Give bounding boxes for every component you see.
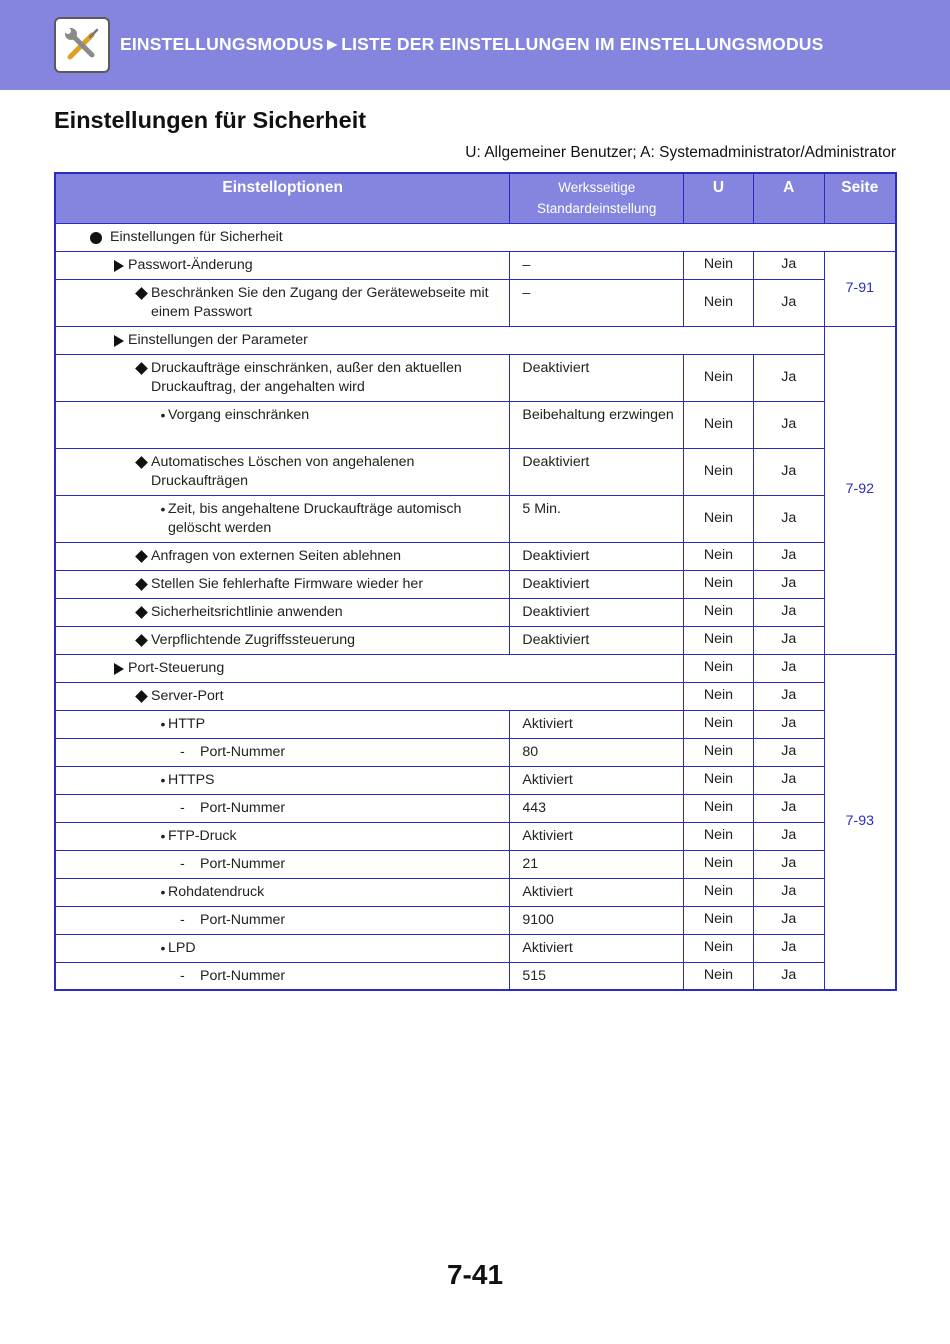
- u-value: Nein: [684, 738, 754, 766]
- option-label: Automatisches Löschen von angehalenen Druckaufträgen: [151, 453, 415, 489]
- a-value: Ja: [753, 766, 824, 794]
- u-value: Nein: [684, 542, 754, 570]
- diamond-bullet-icon: [135, 634, 148, 647]
- option-label: Einstellungen der Parameter: [128, 331, 308, 348]
- option-label: Stellen Sie fehlerhafte Firmware wieder her: [151, 575, 424, 592]
- table-row: [55, 738, 896, 766]
- u-value: Nein: [684, 850, 754, 878]
- option-label: Port-Nummer: [200, 911, 286, 928]
- u-value: Nein: [684, 794, 754, 822]
- table-row: [55, 354, 896, 401]
- option-label: Beschränken Sie den Zugang der Gerätewebseite mit einem Passwort: [151, 284, 489, 320]
- table-row: [55, 326, 896, 354]
- diamond-bullet-icon: [135, 606, 148, 619]
- table-row: [55, 542, 896, 570]
- table-row: [55, 626, 896, 654]
- u-value: Nein: [684, 251, 754, 279]
- a-value: Ja: [753, 570, 824, 598]
- u-value: Nein: [684, 626, 754, 654]
- u-value: Nein: [684, 710, 754, 738]
- a-value: Ja: [753, 354, 824, 401]
- table-row: [55, 850, 896, 878]
- table-row: [55, 878, 896, 906]
- option-label: Port-Nummer: [200, 967, 286, 984]
- option-label: Vorgang einschränken: [168, 406, 310, 423]
- col-u: U: [684, 173, 754, 223]
- u-value: Nein: [684, 962, 754, 990]
- table-row: [55, 570, 896, 598]
- table-row: [55, 962, 896, 990]
- u-value: Nein: [684, 495, 754, 542]
- circle-bullet-icon: [90, 232, 102, 244]
- diamond-bullet-icon: [135, 456, 148, 469]
- option-label: Passwort-Änderung: [128, 256, 253, 273]
- u-value: Nein: [684, 570, 754, 598]
- option-label: Einstellungen für Sicherheit: [110, 228, 283, 245]
- option-label: Druckaufträge einschränken, außer den aktuellen Druckauftrag, der angehalten wird: [151, 359, 462, 395]
- default-value: 21: [510, 850, 684, 878]
- dash-marker: -: [180, 911, 185, 928]
- option-label: Port-Nummer: [200, 855, 286, 872]
- col-options: Einstelloptionen: [55, 173, 510, 223]
- a-value: Ja: [753, 448, 824, 495]
- default-value: Deaktiviert: [510, 542, 684, 570]
- option-label: Port-Nummer: [200, 799, 286, 816]
- default-value: Aktiviert: [510, 934, 684, 962]
- dash-marker: -: [180, 799, 185, 816]
- col-default: Werksseitige Standardeinstellung: [510, 173, 684, 223]
- option-label: LPD: [168, 939, 196, 956]
- a-value: Ja: [753, 934, 824, 962]
- triangle-bullet-icon: [114, 663, 124, 675]
- a-value: Ja: [753, 495, 824, 542]
- col-page: Seite: [824, 173, 896, 223]
- u-value: Nein: [684, 279, 754, 326]
- u-value: Nein: [684, 822, 754, 850]
- a-value: Ja: [753, 279, 824, 326]
- table-row: [55, 822, 896, 850]
- bullet-marker: •: [160, 406, 166, 423]
- diamond-bullet-icon: [135, 550, 148, 563]
- bullet-marker: •: [160, 939, 166, 956]
- page-ref-link[interactable]: 7-92: [824, 326, 896, 654]
- u-value: Nein: [684, 354, 754, 401]
- default-value: –: [510, 279, 684, 326]
- table-row: [55, 710, 896, 738]
- option-label: Port-Steuerung: [128, 659, 225, 676]
- u-value: Nein: [684, 401, 754, 448]
- u-value: Nein: [684, 878, 754, 906]
- default-value: Deaktiviert: [510, 626, 684, 654]
- default-value: Deaktiviert: [510, 354, 684, 401]
- triangle-bullet-icon: [114, 335, 124, 347]
- table-row: [55, 794, 896, 822]
- default-value: 515: [510, 962, 684, 990]
- settings-table: [54, 172, 897, 991]
- header-title: EINSTELLUNGSMODUS►LISTE DER EINSTELLUNGEN IM EINSTELLUNGSMODUS: [120, 34, 824, 54]
- table-row: [55, 251, 896, 279]
- a-value: Ja: [753, 626, 824, 654]
- section-title: Einstellungen für Sicherheit: [54, 107, 367, 133]
- diamond-bullet-icon: [135, 287, 148, 300]
- option-label: Port-Nummer: [200, 743, 286, 760]
- a-value: Ja: [753, 401, 824, 448]
- default-value: Deaktiviert: [510, 598, 684, 626]
- table-row: [55, 682, 896, 710]
- a-value: Ja: [753, 682, 824, 710]
- dash-marker: -: [180, 967, 185, 984]
- option-label: Rohdatendruck: [168, 883, 265, 900]
- triangle-bullet-icon: [114, 260, 124, 272]
- option-label: FTP-Druck: [168, 827, 237, 844]
- a-value: Ja: [753, 251, 824, 279]
- tools-icon: [54, 17, 110, 73]
- option-label: Zeit, bis angehaltene Druckaufträge automisch gelöscht werden: [168, 500, 462, 536]
- option-label: HTTP: [168, 715, 206, 732]
- default-value: Deaktiviert: [510, 448, 684, 495]
- col-a: A: [753, 173, 824, 223]
- default-value: –: [510, 251, 684, 279]
- u-value: Nein: [684, 682, 754, 710]
- table-row: [55, 654, 896, 682]
- u-value: Nein: [684, 448, 754, 495]
- default-value: 5 Min.: [510, 495, 684, 542]
- bullet-marker: •: [160, 500, 166, 517]
- page-ref-link[interactable]: 7-91: [824, 251, 896, 326]
- option-label: Sicherheitsrichtlinie anwenden: [151, 603, 343, 620]
- table-row: [55, 223, 896, 251]
- dash-marker: -: [180, 743, 185, 760]
- a-value: Ja: [753, 598, 824, 626]
- a-value: Ja: [753, 542, 824, 570]
- page-ref-link[interactable]: 7-93: [824, 654, 896, 990]
- u-value: Nein: [684, 906, 754, 934]
- table-row: [55, 766, 896, 794]
- bullet-marker: •: [160, 715, 166, 732]
- a-value: Ja: [753, 738, 824, 766]
- option-label: HTTPS: [168, 771, 215, 788]
- a-value: Ja: [753, 710, 824, 738]
- default-value: Aktiviert: [510, 766, 684, 794]
- default-value: Aktiviert: [510, 822, 684, 850]
- default-value: Beibehaltung erzwingen: [510, 401, 684, 448]
- a-value: Ja: [753, 794, 824, 822]
- a-value: Ja: [753, 654, 824, 682]
- u-value: Nein: [684, 654, 754, 682]
- table-row: [55, 934, 896, 962]
- bullet-marker: •: [160, 883, 166, 900]
- bullet-marker: •: [160, 827, 166, 844]
- default-value: 80: [510, 738, 684, 766]
- header-banner: [0, 0, 950, 90]
- default-value: 9100: [510, 906, 684, 934]
- table-row: [55, 598, 896, 626]
- u-value: Nein: [684, 766, 754, 794]
- page-number: 7-41: [446, 1259, 504, 1290]
- default-value: Aktiviert: [510, 878, 684, 906]
- table-row: [55, 448, 896, 495]
- option-label: Verpflichtende Zugriffssteuerung: [151, 631, 356, 648]
- diamond-bullet-icon: [135, 362, 148, 375]
- diamond-bullet-icon: [135, 690, 148, 703]
- option-label: Server-Port: [151, 687, 224, 704]
- default-value: Aktiviert: [510, 710, 684, 738]
- a-value: Ja: [753, 962, 824, 990]
- table-row: [55, 495, 896, 542]
- a-value: Ja: [753, 850, 824, 878]
- a-value: Ja: [753, 822, 824, 850]
- bullet-marker: •: [160, 771, 166, 788]
- table-row: [55, 906, 896, 934]
- table-row: [55, 401, 896, 448]
- dash-marker: -: [180, 855, 185, 872]
- u-value: Nein: [684, 934, 754, 962]
- table-row: [55, 279, 896, 326]
- option-label: Anfragen von externen Seiten ablehnen: [151, 547, 402, 564]
- default-value: Deaktiviert: [510, 570, 684, 598]
- default-value: 443: [510, 794, 684, 822]
- table-header: [55, 173, 896, 223]
- a-value: Ja: [753, 906, 824, 934]
- u-value: Nein: [684, 598, 754, 626]
- legend: U: Allgemeiner Benutzer; A: Systemadministrator/Administrator: [465, 144, 896, 161]
- a-value: Ja: [753, 878, 824, 906]
- diamond-bullet-icon: [135, 578, 148, 591]
